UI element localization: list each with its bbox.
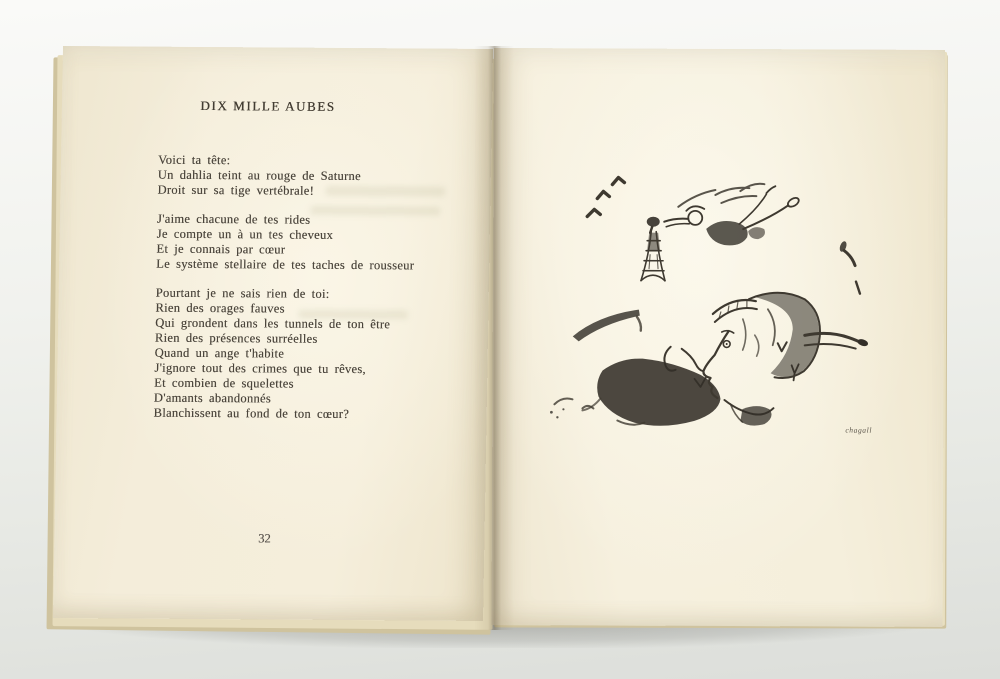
poem-line: Et je connais par cœur xyxy=(156,241,286,257)
poem-line: J'aime chacune de tes rides xyxy=(156,211,311,227)
flying-figure xyxy=(647,186,801,246)
poem-line: Rien des orages fauves xyxy=(155,300,285,316)
left-page xyxy=(53,46,493,621)
poem-line: J'ignore tout des crimes que tu rêves, xyxy=(154,360,367,377)
artist-signature: chagall xyxy=(845,425,873,435)
poem-line: Qui grondent dans les tunnels de ton être xyxy=(155,315,391,332)
poem-line: D'amants abandonnés xyxy=(153,390,272,406)
poem-line: Je compte un à un tes cheveux xyxy=(156,226,334,242)
poem-line: Pourtant je ne sais rien de toi: xyxy=(155,285,330,301)
poem-line: Rien des présences surréelles xyxy=(154,330,318,346)
page-number: 32 xyxy=(258,531,271,546)
poem-line: Quand un ange t'habite xyxy=(154,345,285,361)
kissing-couple xyxy=(572,291,869,426)
poem-line: Blanchissent au fond de ton cœur? xyxy=(153,405,350,422)
poem-title: DIX MILLE AUBES xyxy=(200,97,336,114)
birds-icon xyxy=(587,177,624,216)
stanza xyxy=(157,153,416,200)
stanza xyxy=(156,212,415,274)
plant-stroke xyxy=(838,240,860,293)
poem-line: Le système stellaire de tes taches de rousseur xyxy=(156,256,415,273)
right-page xyxy=(491,48,945,627)
poem-line: Voici ta tête: xyxy=(157,152,231,168)
motion-lines xyxy=(678,183,764,207)
stanza xyxy=(153,286,413,423)
poem-line: Un dahlia teint au rouge de Saturne xyxy=(157,167,362,184)
poem-line: Et combien de squelettes xyxy=(154,375,294,391)
chagall-illustration xyxy=(542,158,943,460)
eiffel-tower xyxy=(641,232,665,281)
poem-line: Droit sur sa tige vertébrale! xyxy=(157,182,315,198)
poem xyxy=(153,153,416,437)
